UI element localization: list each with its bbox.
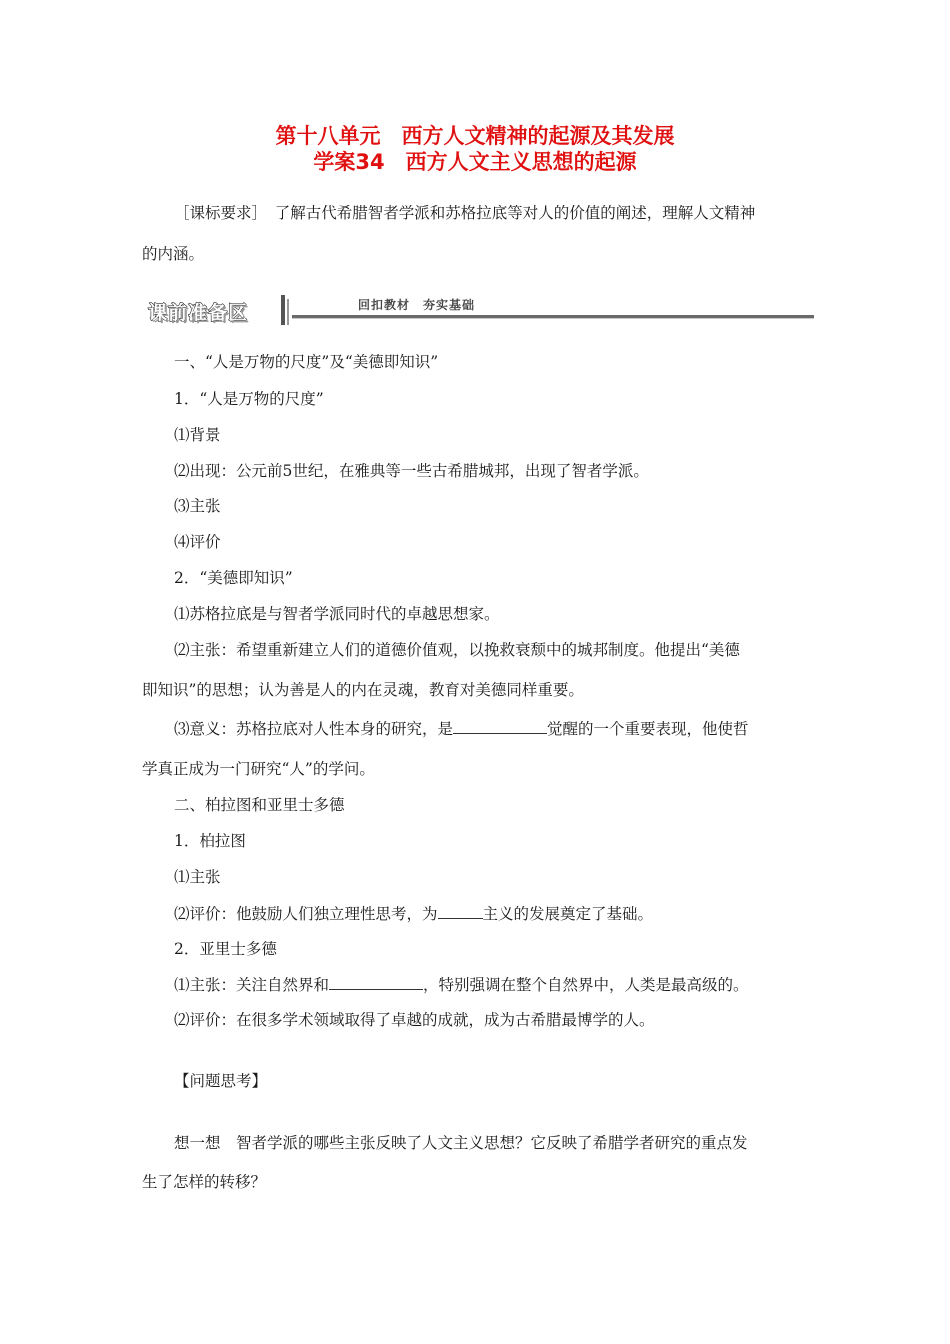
item-1-2-b-line-2: 即知识”的思想；认为善是人的内在灵魂，教育对美德同样重要。 (142, 681, 584, 699)
item-1-2-c-line-1 (174, 718, 749, 739)
section-banner (142, 293, 814, 327)
item-1-1-d: ⑷评价 (174, 533, 221, 551)
banner-subtitle: 回扣教材 夯实基础 (358, 298, 476, 312)
item-2-1: 1．柏拉图 (174, 832, 246, 850)
question-1-line-2: 生了怎样的转移？ (142, 1173, 267, 1191)
item-1-1: 1．“人是万物的尺度” (174, 390, 324, 408)
banner-divider-thin (287, 299, 289, 325)
item-1-2-c-text-pre: ⑶意义：苏格拉底对人性本身的研究，是 (174, 720, 454, 738)
item-2-2-b: ⑵评价：在很多学术领域取得了卓越的成就，成为古希腊最博学的人。 (174, 1011, 655, 1029)
item-2-2-a (174, 974, 749, 995)
section-1-heading: 一、“人是万物的尺度”及“美德即知识” (174, 353, 439, 371)
requirement-line-1: ［课标要求］ 了解古代希腊智者学派和苏格拉底等对人的价值的阐述，理解人文精神 (174, 204, 756, 222)
questions-heading: 【问题思考】 (174, 1072, 268, 1090)
item-2-1-b-text-post: 主义的发展奠定了基础。 (482, 905, 654, 923)
banner-divider (281, 295, 285, 325)
item-1-2-a: ⑴苏格拉底是与智者学派同时代的卓越思想家。 (174, 605, 500, 623)
item-1-1-a: ⑴背景 (174, 426, 221, 444)
fill-blank-2[interactable] (438, 903, 483, 919)
item-1-2-c-text-post: 觉醒的一个重要表现，他使哲 (547, 720, 749, 738)
item-2-2: 2．亚里士多德 (174, 940, 277, 958)
item-2-2-a-text-post: ，特别强调在整个自然界中，人类是最高级的。 (423, 976, 749, 994)
item-2-1-a: ⑴主张 (174, 868, 221, 886)
item-2-1-b (174, 903, 653, 924)
item-1-2: 2．“美德即知识” (174, 569, 293, 587)
banner-rule (292, 315, 814, 319)
item-1-1-c: ⑶主张 (174, 497, 221, 515)
requirement-line-2: 的内涵。 (142, 245, 205, 263)
section-2-heading: 二、柏拉图和亚里士多德 (174, 796, 345, 814)
question-1-line-1: 想一想 智者学派的哪些主张反映了人文主义思想？它反映了希腊学者研究的重点发 (174, 1134, 748, 1152)
item-1-1-b: ⑵出现：公元前5世纪，在雅典等一些古希腊城邦，出现了智者学派。 (174, 462, 649, 480)
item-2-1-b-text-pre: ⑵评价：他鼓励人们独立理性思考，为 (174, 905, 438, 923)
item-1-2-b-line-1: ⑵主张：希望重新建立人们的道德价值观，以挽救衰颓中的城邦制度。他提出“美德 (174, 641, 740, 659)
item-2-2-a-text-pre: ⑴主张：关注自然界和 (174, 976, 330, 994)
lesson-title: 学案34 西方人文主义思想的起源 (313, 150, 637, 174)
unit-title: 第十八单元 西方人文精神的起源及其发展 (275, 124, 675, 148)
item-1-2-c-line-2: 学真正成为一门研究“人”的学问。 (142, 760, 375, 778)
fill-blank-1[interactable] (453, 718, 547, 734)
banner-title: 课前准备区 (148, 302, 249, 324)
fill-blank-3[interactable] (329, 974, 423, 990)
